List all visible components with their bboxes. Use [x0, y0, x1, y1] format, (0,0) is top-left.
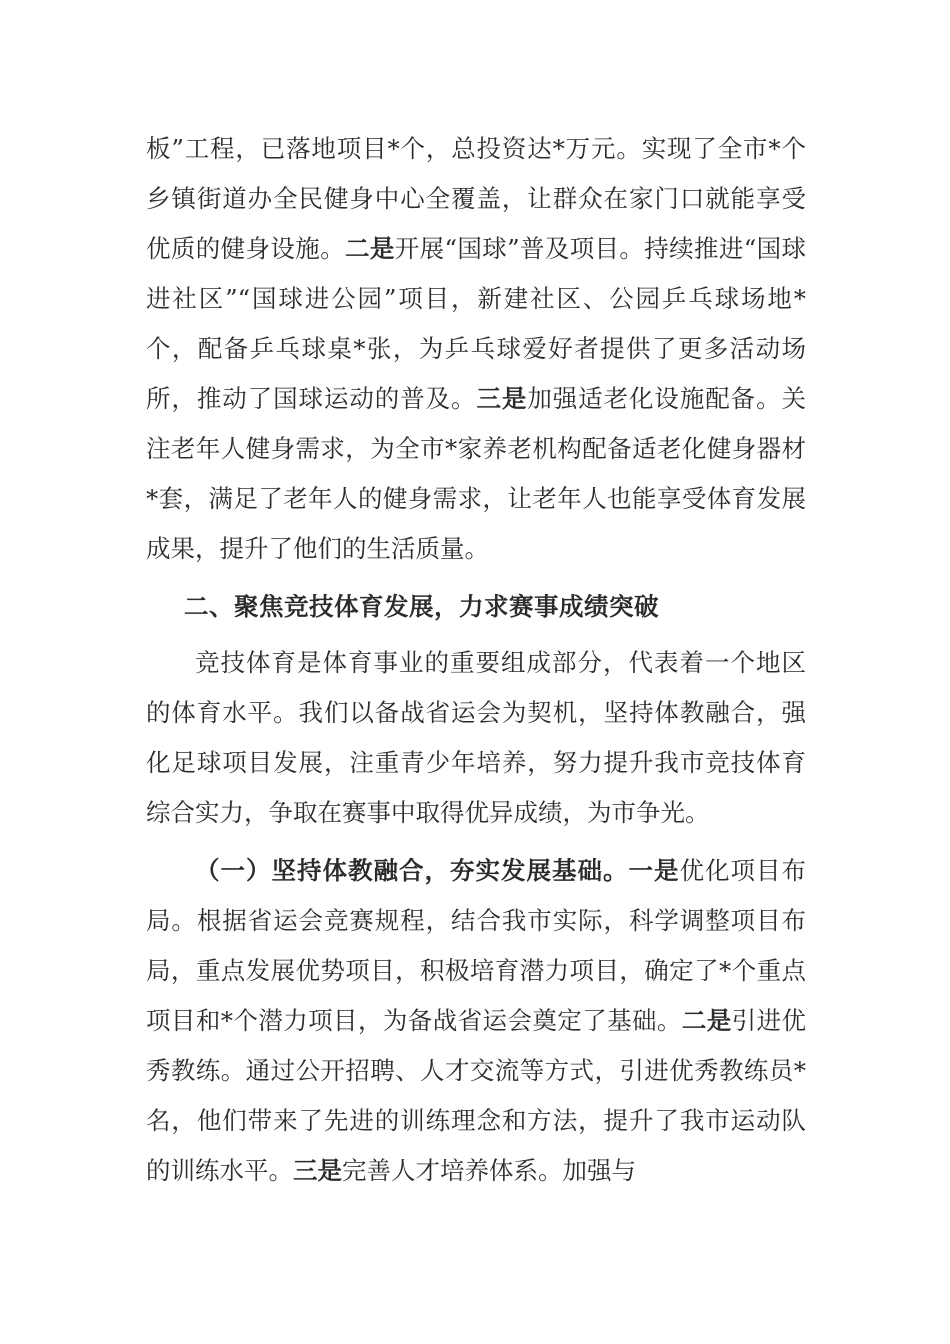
text-segment: 开展“国球”普及项目。持续推进“国球进社区”“国球进公园”项目，新建社区、公园乒乓球场地*个，配备乒乓球桌*张，为乒乓球爱好者提供了更多活动场所，推动了国球运动的普及。: [146, 234, 807, 413]
document-page: [146, 124, 806, 1196]
text-segment: 完善人才培养体系。加强与: [342, 1156, 636, 1185]
text-segment: 优化项目布局。根据省运会竞赛规程，结合我市实际，科学调整项目布局，重点发展优势项目，积极培育潜力项目，确定了*个重点项目和*个潜力项目，为备战省运会奠定了基础。: [146, 856, 806, 1035]
text-segment: 板”工程，已落地项目*个，总投资达*万元。实现了全市*个乡镇街道办全民健身中心全覆盖，让群众在家门口就能享受优质的健身设施。: [146, 134, 806, 263]
paragraph-competitive-sports: 竞技体育是体育事业的重要组成部分，代表着一个地区的体育水平。我们以备战省运会为契机，坚持体教融合，强化足球项目发展，注重青少年培养，努力提升我市竞技体育综合实力，争取在赛事中取得优异成绩，为市争光。: [146, 648, 806, 827]
text-segment: 引进优秀教练。通过公开招聘、人才交流等方式，引进优秀教练员*名，他们带来了先进的训练理念和方法，提升了我市运动队的训练水平。: [146, 1006, 806, 1185]
bold-marker: 三是: [293, 1156, 342, 1185]
bold-marker: 二是: [681, 1006, 732, 1035]
bold-marker: 二是: [344, 234, 395, 263]
bold-marker: 三是: [476, 384, 528, 413]
text-segment: 加强适老化设施配备。关注老年人健身需求，为全市*家养老机构配备适老化健身器材*套，满足了老年人的健身需求，让老年人也能享受体育发展成果，提升了他们的生活质量。: [146, 384, 807, 563]
bold-marker: 一是: [628, 856, 680, 885]
section-heading: 二、聚焦竞技体育发展，力求赛事成绩突破: [183, 592, 659, 621]
paragraph-fitness-facilities: [146, 124, 806, 574]
subsection-heading: （一）坚持体教融合，夯实发展基础。: [195, 856, 629, 885]
paragraph-sports-education: [146, 846, 806, 1196]
